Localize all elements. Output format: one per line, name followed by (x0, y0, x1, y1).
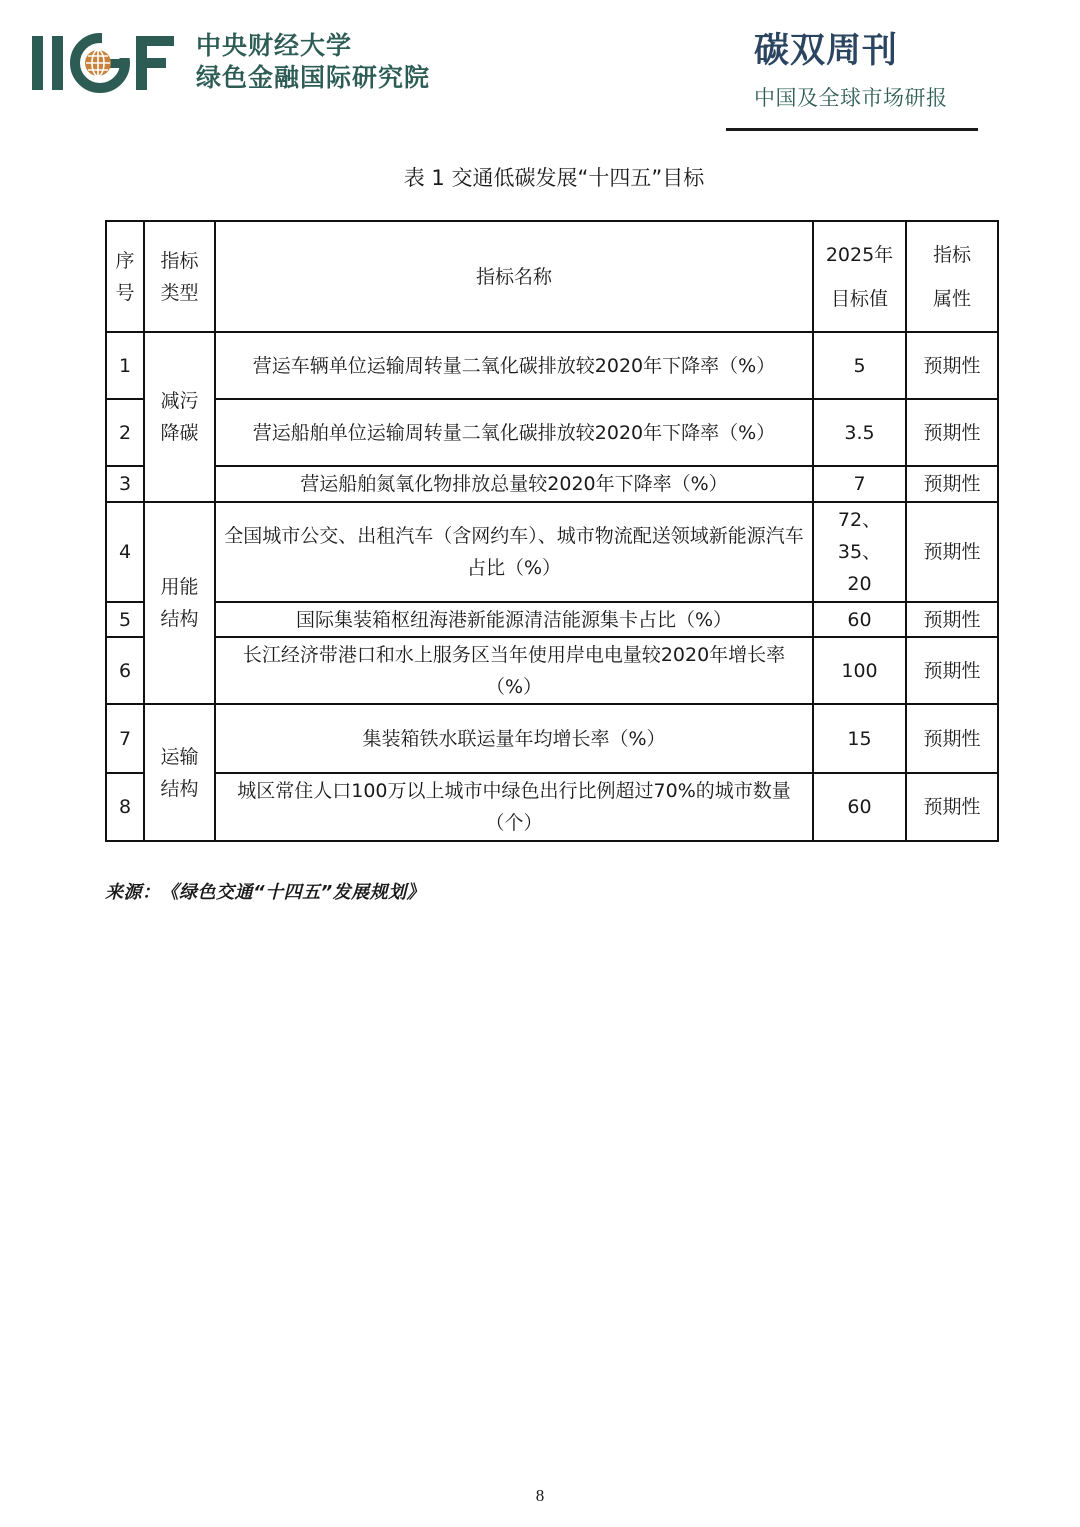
row-index: 8 (106, 773, 144, 841)
row-target-text: 72、35、20 (837, 509, 882, 595)
row-attribute: 预期性 (906, 502, 998, 602)
table-header-row (106, 221, 998, 332)
category-cell (144, 502, 215, 704)
iigf-logo (32, 32, 177, 94)
row-index: 2 (106, 399, 144, 466)
row-target (813, 502, 906, 602)
category-label-line2: 结构 (160, 608, 199, 630)
row-index: 4 (106, 502, 144, 602)
row-target: 100 (813, 637, 906, 704)
table-row (106, 773, 998, 841)
header-target-line1: 2025年 (825, 243, 894, 266)
row-attribute: 预期性 (906, 332, 998, 399)
header-attr-line2: 属性 (932, 287, 971, 310)
row-name: 营运车辆单位运输周转量二氧化碳排放较2020年下降率（%） (215, 332, 813, 399)
row-target: 5 (813, 332, 906, 399)
category-label-line1: 用能 (160, 576, 199, 598)
row-name: 营运船舶单位运输周转量二氧化碳排放较2020年下降率（%） (215, 399, 813, 466)
publication-block (726, 28, 978, 112)
category-label-line1: 减污 (160, 390, 199, 412)
row-index: 5 (106, 602, 144, 637)
page-number: 8 (535, 1486, 545, 1505)
row-attribute: 预期性 (906, 466, 998, 502)
category-cell (144, 332, 215, 502)
row-target: 60 (813, 602, 906, 637)
header-category-text: 指标类型 (160, 249, 199, 304)
header-category (144, 221, 215, 332)
header-attr-line1: 指标 (932, 243, 971, 266)
row-name: 全国城市公交、出租汽车（含网约车）、城市物流配送领域新能源汽车占比（%） (215, 502, 813, 602)
row-index: 3 (106, 466, 144, 502)
table-row (106, 466, 998, 502)
publication-title: 碳双周刊 (754, 31, 899, 71)
header-rule (726, 128, 978, 131)
table-row (106, 602, 998, 637)
table-caption: 表 1 交通低碳发展“十四五”目标 (403, 166, 705, 190)
source-note: 来源：《绿色交通“十四五”发展规划》 (105, 882, 426, 903)
row-attribute: 预期性 (906, 399, 998, 466)
logo-text: IIGF (32, 32, 34, 33)
table-row (106, 704, 998, 773)
row-target: 15 (813, 704, 906, 773)
header-target (813, 221, 906, 332)
organization-name (196, 30, 430, 94)
row-attribute: 预期性 (906, 704, 998, 773)
row-name: 国际集装箱枢纽海港新能源清洁能源集卡占比（%） (215, 602, 813, 637)
row-name: 长江经济带港口和水上服务区当年使用岸电电量较2020年增长率（%） (215, 637, 813, 704)
table-row (106, 332, 998, 399)
row-name: 营运船舶氮氧化物排放总量较2020年下降率（%） (215, 466, 813, 502)
org-line-1: 中央财经大学 (196, 31, 353, 60)
row-attribute: 预期性 (906, 637, 998, 704)
row-attribute: 预期性 (906, 602, 998, 637)
row-index: 1 (106, 332, 144, 399)
category-cell (144, 704, 215, 841)
table-row (106, 637, 998, 704)
table-row (106, 399, 998, 466)
row-index: 7 (106, 704, 144, 773)
header-index (106, 221, 144, 332)
header-index-text: 序号 (115, 249, 135, 304)
table-row (106, 502, 998, 602)
header-name: 指标名称 (215, 221, 813, 332)
category-label-line1: 运输 (160, 745, 199, 768)
row-target: 60 (813, 773, 906, 841)
org-line-2: 绿色金融国际研究院 (196, 63, 431, 92)
row-target: 3.5 (813, 399, 906, 466)
publication-subtitle: 中国及全球市场研报 (754, 86, 948, 110)
row-attribute: 预期性 (906, 773, 998, 841)
row-index: 6 (106, 637, 144, 704)
row-name: 集装箱铁水联运量年均增长率（%） (215, 704, 813, 773)
category-label-line2: 降碳 (160, 422, 199, 444)
goals-table (105, 220, 999, 842)
category-label-line2: 结构 (160, 777, 199, 800)
header-target-line2: 目标值 (830, 287, 888, 310)
row-name: 城区常住人口100万以上城市中绿色出行比例超过70%的城市数量（个） (215, 773, 813, 841)
row-target: 7 (813, 466, 906, 502)
header-attribute (906, 221, 998, 332)
